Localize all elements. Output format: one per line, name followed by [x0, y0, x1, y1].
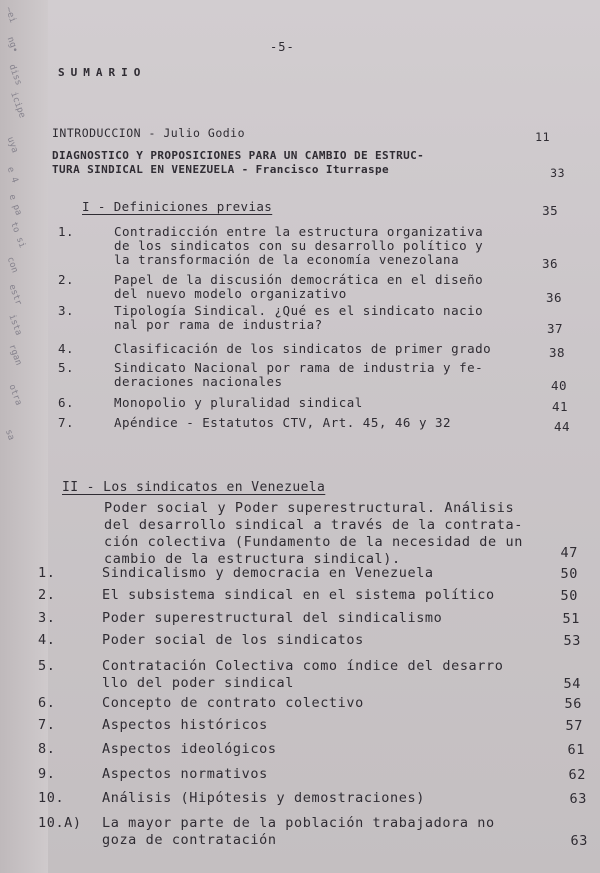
toc-item-number: 7. — [38, 717, 56, 733]
toc-item-number: 5. — [38, 658, 56, 674]
toc-item-page: 57 — [565, 718, 583, 734]
section-2-intro-line2: del desarrollo sindical a través de la contrata- — [104, 517, 523, 533]
toc-item-page: 63 — [570, 833, 588, 849]
toc-item-text: Concepto de contrato colectivo — [102, 695, 364, 711]
toc-item-number: 8. — [38, 741, 56, 757]
section-2-intro-line1: Poder social y Poder superestructural. Análisis — [104, 500, 515, 516]
toc-item-text: la transformación de la economía venezolana — [114, 252, 460, 267]
toc-item-text: La mayor parte de la población trabajadora no — [102, 815, 495, 831]
toc-item-page: 36 — [545, 290, 562, 305]
toc-item-number: 10. — [38, 790, 65, 806]
toc-item-text: El subsistema sindical en el sistema político — [102, 587, 495, 603]
toc-item-text: goza de contratación — [102, 832, 277, 848]
toc-item-page: 36 — [541, 256, 558, 271]
toc-item-number: 3. — [58, 303, 75, 318]
facing-page-edge: ~ei ng• diss icipe uya e 4 e pa to si con estr ista rgan otra sa — [0, 0, 48, 873]
toc-item-text: Monopolio y pluralidad sindical — [114, 395, 363, 410]
toc-item-page: 61 — [567, 742, 585, 758]
toc-item-text: Papel de la discusión democrática en el diseño — [114, 272, 484, 287]
toc-item-number: 4. — [58, 341, 75, 356]
toc-item-text: Sindicalismo y democracia en Venezuela — [102, 565, 434, 581]
toc-item-page: 50 — [560, 566, 578, 582]
toc-item-page: 50 — [560, 588, 578, 604]
toc-item-text: del nuevo modelo organizativo — [114, 286, 347, 301]
toc-item-text: Análisis (Hipótesis y demostraciones) — [102, 790, 425, 806]
toc-item-text: Sindicato Nacional por rama de industria y fe- — [114, 360, 484, 375]
page-title: SUMARIO — [58, 66, 147, 79]
toc-item-page: 41 — [551, 399, 568, 414]
section-1-title: I - Definiciones previas — [82, 199, 273, 214]
page-number: -5- — [270, 40, 295, 54]
toc-item-page: 40 — [550, 378, 567, 393]
toc-item-number: 2. — [38, 587, 56, 603]
toc-item-number: 1. — [58, 224, 75, 239]
toc-item-number: 5. — [58, 360, 75, 375]
toc-entry-diagnostico-line2: TURA SINDICAL EN VENEZUELA - Francisco Iturraspe — [52, 163, 390, 176]
toc-item-text: Clasificación de los sindicatos de primer grado — [114, 341, 492, 356]
toc-item-page: 63 — [569, 791, 587, 807]
toc-page-diagnostico: 33 — [550, 166, 565, 180]
toc-item-number: 2. — [58, 272, 75, 287]
toc-item-text: Aspectos ideológicos — [102, 741, 277, 757]
toc-item-number: 6. — [38, 695, 56, 711]
toc-page-intro: 11 — [535, 130, 550, 144]
toc-item-number: 10.A) — [38, 815, 82, 831]
toc-item-page: 51 — [562, 611, 580, 627]
toc-entry-diagnostico-line1: DIAGNOSTICO Y PROPOSICIONES PARA UN CAMBIO DE ESTRUC- — [52, 149, 425, 162]
section-2-intro-line4: cambio de la estructura sindical). — [104, 551, 401, 567]
toc-item-text: Aspectos históricos — [102, 717, 268, 733]
toc-item-number: 1. — [38, 565, 56, 581]
toc-item-text: llo del poder sindical — [102, 675, 295, 691]
toc-entry-intro: INTRODUCCION - Julio Godio — [52, 126, 246, 140]
toc-item-page: 38 — [548, 345, 565, 360]
section-1-page: 35 — [542, 203, 558, 218]
toc-item-text: Aspectos normativos — [102, 766, 268, 782]
toc-item-number: 7. — [58, 415, 75, 430]
toc-item-page: 37 — [546, 321, 563, 336]
section-2-title: II - Los sindicatos en Venezuela — [62, 480, 326, 495]
toc-item-text: nal por rama de industria? — [114, 317, 323, 332]
toc-item-text: Tipología Sindical. ¿Qué es el sindicato nacio — [114, 303, 484, 318]
toc-item-text: Apéndice - Estatutos CTV, Art. 45, 46 y 32 — [114, 415, 452, 430]
toc-item-page: 44 — [553, 419, 570, 434]
toc-item-page: 62 — [568, 767, 586, 783]
toc-item-number: 6. — [58, 395, 75, 410]
section-2-intro-page: 47 — [560, 545, 578, 561]
toc-item-text: de los sindicatos con su desarrollo político y — [114, 238, 484, 253]
toc-item-number: 3. — [38, 610, 56, 626]
toc-item-text: Poder superestructural del sindicalismo — [102, 610, 443, 626]
toc-item-text: Contratación Colectiva como índice del desarro — [102, 658, 504, 674]
toc-item-text: deraciones nacionales — [114, 374, 283, 389]
toc-item-text: Contradicción entre la estructura organizativa — [114, 224, 484, 239]
toc-item-page: 54 — [563, 676, 581, 692]
toc-item-page: 56 — [564, 696, 582, 712]
toc-item-number: 9. — [38, 766, 56, 782]
toc-item-page: 53 — [563, 633, 581, 649]
toc-item-number: 4. — [38, 632, 56, 648]
toc-item-text: Poder social de los sindicatos — [102, 632, 364, 648]
section-2-intro-line3: ción colectiva (Fundamento de la necesidad de un — [104, 534, 523, 550]
